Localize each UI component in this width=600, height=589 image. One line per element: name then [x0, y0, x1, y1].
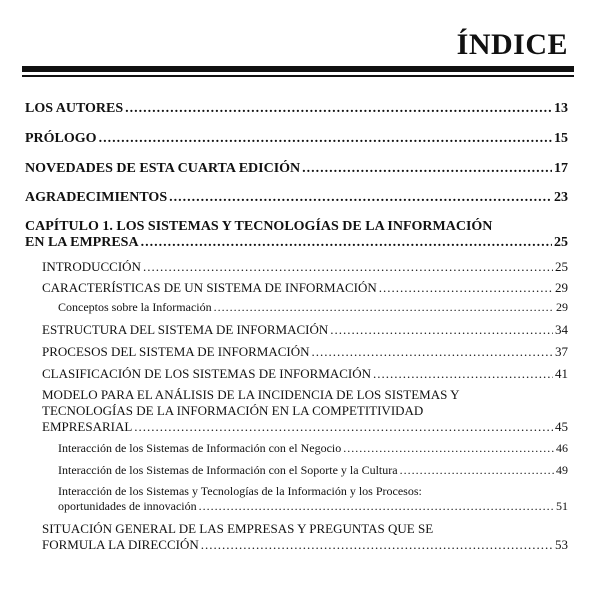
toc-page-number: 29 [556, 300, 568, 314]
toc-leader-dots [125, 101, 552, 116]
toc-entry-introduccion[interactable] [0, 259, 600, 274]
toc-entry-label: CLASIFICACIÓN DE LOS SISTEMAS DE INFORMACIÓN [42, 366, 371, 381]
toc-entry-label-line1: SITUACIÓN GENERAL DE LAS EMPRESAS Y PREGUNTAS QUE SE [42, 521, 434, 536]
toc-entry-clasificacion[interactable] [0, 366, 600, 381]
toc-entry-interaccion-procesos[interactable] [0, 499, 600, 514]
toc-entry-label: EMPRESARIAL [42, 419, 133, 434]
toc-leader-dots [199, 499, 554, 514]
toc-entry-label: LOS AUTORES [25, 101, 124, 116]
toc-leader-dots [343, 441, 554, 456]
toc-entry-los-autores[interactable] [0, 101, 600, 116]
toc-page-number: 46 [556, 441, 568, 455]
toc-entry-prologo[interactable] [0, 131, 600, 146]
toc-entry-label: AGRADECIMIENTOS [25, 190, 168, 205]
toc-page-number: 53 [555, 537, 568, 552]
toc-entry-conceptos[interactable] [0, 300, 600, 315]
toc-entry-label: NOVEDADES DE ESTA CUARTA EDICIÓN [25, 161, 301, 176]
toc-entry-label-line1: Interacción de los Sistemas y Tecnologías de la Información y los Procesos: [58, 484, 422, 498]
toc-entry-label-line2: TECNOLOGÍAS DE LA INFORMACIÓN EN LA COMPETITIVIDAD [42, 403, 424, 418]
toc-leader-dots [330, 322, 553, 337]
toc-entry-label: oportunidades de innovación [58, 499, 197, 513]
toc-entry-interaccion-soporte[interactable] [0, 463, 600, 478]
toc-page-number: 51 [556, 499, 568, 513]
toc-leader-dots [134, 419, 553, 434]
toc-entry-novedades[interactable] [0, 161, 600, 176]
toc-entry-label: INTRODUCCIÓN [42, 259, 141, 274]
toc-leader-dots [379, 280, 553, 295]
toc-entry-procesos[interactable] [0, 344, 600, 359]
toc-entry-modelo[interactable] [0, 419, 600, 434]
toc-page-number: 37 [555, 344, 568, 359]
toc-page-number: 34 [555, 322, 568, 337]
toc-entry-situacion-general[interactable] [0, 537, 600, 552]
toc-leader-dots [143, 259, 553, 274]
toc-leader-dots [400, 463, 554, 478]
toc-leader-dots [312, 344, 554, 359]
toc-page-number: 13 [554, 101, 568, 116]
toc-page-number: 23 [554, 190, 568, 205]
toc-leader-dots [201, 537, 553, 552]
toc-page-number: 45 [555, 419, 568, 434]
toc-page-number: 17 [554, 161, 568, 176]
toc-page-number: 25 [555, 259, 568, 274]
toc-entry-label: PRÓLOGO [25, 131, 97, 146]
toc-page-number: 15 [554, 131, 568, 146]
toc-entry-label: FORMULA LA DIRECCIÓN [42, 537, 199, 552]
toc-page-number: 41 [555, 366, 568, 381]
toc-entry-agradecimientos[interactable] [0, 190, 600, 205]
toc-entry-estructura[interactable] [0, 322, 600, 337]
toc-entry-capitulo-1[interactable] [0, 235, 600, 250]
toc-leader-dots [169, 190, 552, 205]
toc-leader-dots [302, 161, 552, 176]
toc-leader-dots [373, 366, 553, 381]
toc-entry-label: Interacción de los Sistemas de Información con el Soporte y la Cultura [58, 463, 398, 477]
toc-leader-dots [141, 235, 552, 250]
toc-leader-dots [99, 131, 552, 146]
toc-entry-label-line1: MODELO PARA EL ANÁLISIS DE LA INCIDENCIA DE LOS SISTEMAS Y [42, 387, 460, 402]
toc-page-number: 49 [556, 463, 568, 477]
toc-entry-label: Conceptos sobre la Información [58, 300, 212, 314]
toc-entry-label-line1: CAPÍTULO 1. LOS SISTEMAS Y TECNOLOGÍAS DE LA INFORMACIÓN [25, 219, 493, 234]
toc-entry-caracteristicas[interactable] [0, 280, 600, 295]
toc-leader-dots [214, 300, 554, 315]
toc-page-number: 25 [554, 235, 568, 250]
toc-entry-label: CARACTERÍSTICAS DE UN SISTEMA DE INFORMACIÓN [42, 280, 377, 295]
toc-entry-label: Interacción de los Sistemas de Información con el Negocio [58, 441, 342, 455]
toc-entry-interaccion-negocio[interactable] [0, 441, 600, 456]
page-title: ÍNDICE [456, 28, 568, 61]
toc-entry-label: EN LA EMPRESA [25, 235, 139, 250]
toc-page-number: 29 [555, 280, 568, 295]
toc-entry-label: ESTRUCTURA DEL SISTEMA DE INFORMACIÓN [42, 322, 329, 337]
toc-entry-label: PROCESOS DEL SISTEMA DE INFORMACIÓN [42, 344, 310, 359]
